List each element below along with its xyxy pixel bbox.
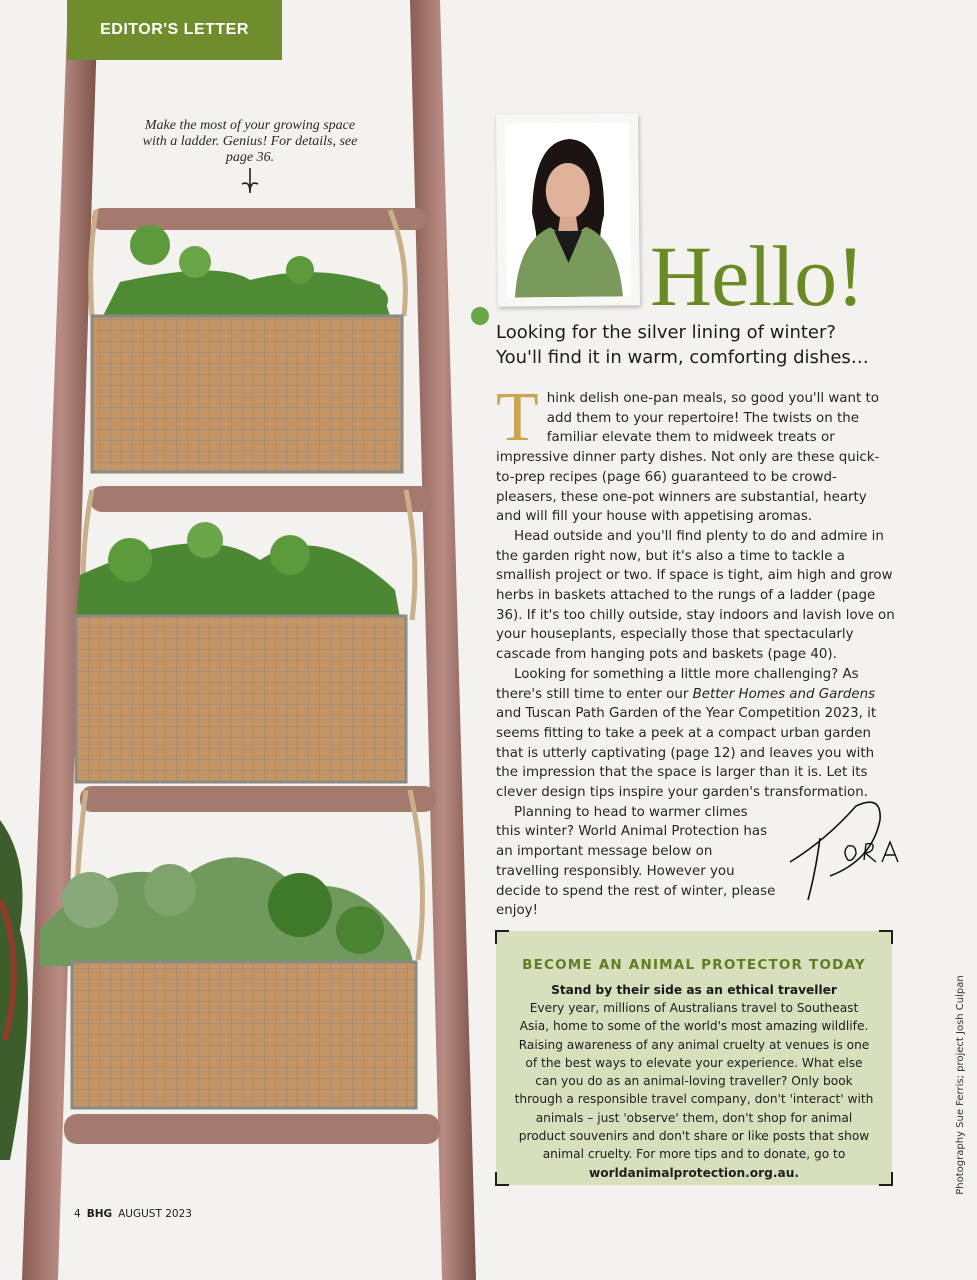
body-paragraph-3-b: and Tuscan Path Garden of the Year Competition 2023, it seems fitting to take a peek at a compact urban garden that is utterly captivating (page 12) and leaves you with the impression that the space is larger than it is. Let its clever design tips inspire your garden's transformation.: [496, 706, 877, 801]
folio: [74, 1208, 192, 1220]
corner-mark: [879, 1172, 893, 1186]
standfirst: [496, 320, 936, 370]
donate-link[interactable]: worldanimalprotection.org.au.: [588, 1165, 800, 1180]
standfirst-line-1: Looking for the silver lining of winter?: [496, 322, 836, 343]
down-arrow-icon: [237, 166, 263, 196]
box-body: [514, 999, 874, 1182]
brand-name: BHG: [86, 1208, 113, 1220]
editor-signature: [786, 800, 906, 905]
box-heading: BECOME AN ANIMAL PROTECTOR TODAY: [522, 957, 866, 973]
page-number: 4: [74, 1208, 81, 1220]
photo-credit: Photography Sue Ferris; project Josh Culpan: [955, 975, 966, 1195]
body-paragraph-4: Planning to head to warmer climes this winter? World Animal Protection has an important message below on travelling responsibly. However you decide to spend the rest of winter, please enjoy!: [496, 804, 776, 919]
body-paragraph-3-a: Looking for something a little more challenging? As there's still time to enter our: [496, 666, 859, 702]
standfirst-line-2: You'll find it in warm, comforting dishes…: [496, 347, 869, 368]
corner-mark: [495, 930, 509, 944]
box-body-text: Every year, millions of Australians travel to Southeast Asia, home to some of the world's most amazing wildlife. Raising awareness of any animal cruelty at venues is one of the best ways to elevate your experience. What else can you do as an animal-loving traveller? Only book through a responsible travel company, don't 'interact' with animals – just 'observe' them, don't shop for animal product souvenirs and don't share or like posts that show animal cruelty. For more tips and to donate, go to: [514, 1001, 874, 1162]
magazine-title: Better Homes and Gardens: [692, 686, 876, 702]
corner-mark: [879, 930, 893, 944]
body-paragraph-1-text: hink delish one-pan meals, so good you'll want to add them to your repertoire! The twists on the familiar elevate them to midweek treats or impressive dinner party dishes. Not only are these quick-to-prep recipes (page 66) guaranteed to be crowd-pleasers, these one-pot winners are substantial, hearty and will fill your house with appetising aromas.: [496, 391, 880, 525]
headline: Hello!: [650, 228, 864, 324]
section-tag: EDITOR'S LETTER: [67, 0, 282, 60]
animal-protector-box: [496, 931, 892, 1185]
body-paragraph-1: [496, 379, 896, 527]
photo-caption: Make the most of your growing space with a ladder. Genius! For details, see page 36.: [142, 118, 358, 165]
editor-photo: [505, 122, 631, 297]
editor-portrait: [496, 113, 640, 306]
drop-cap: T: [496, 379, 539, 456]
body-paragraph-2: Head outside and you'll find plenty to do and admire in the garden right now, but it's also a time to tackle a smallish project or two. If space is tight, aim high and grow herbs in baskets attached to the rungs of a ladder (page 36). If it's too chilly outside, stay indoors and lavish love on your houseplants, especially those that spectacularly cascade from hanging pots and baskets (page 40).: [496, 528, 895, 663]
box-subheading: Stand by their side as an ethical traveller: [551, 983, 837, 997]
issue-date: AUGUST 2023: [118, 1208, 192, 1220]
corner-mark: [495, 1172, 509, 1186]
body-paragraph-3: [496, 665, 896, 803]
